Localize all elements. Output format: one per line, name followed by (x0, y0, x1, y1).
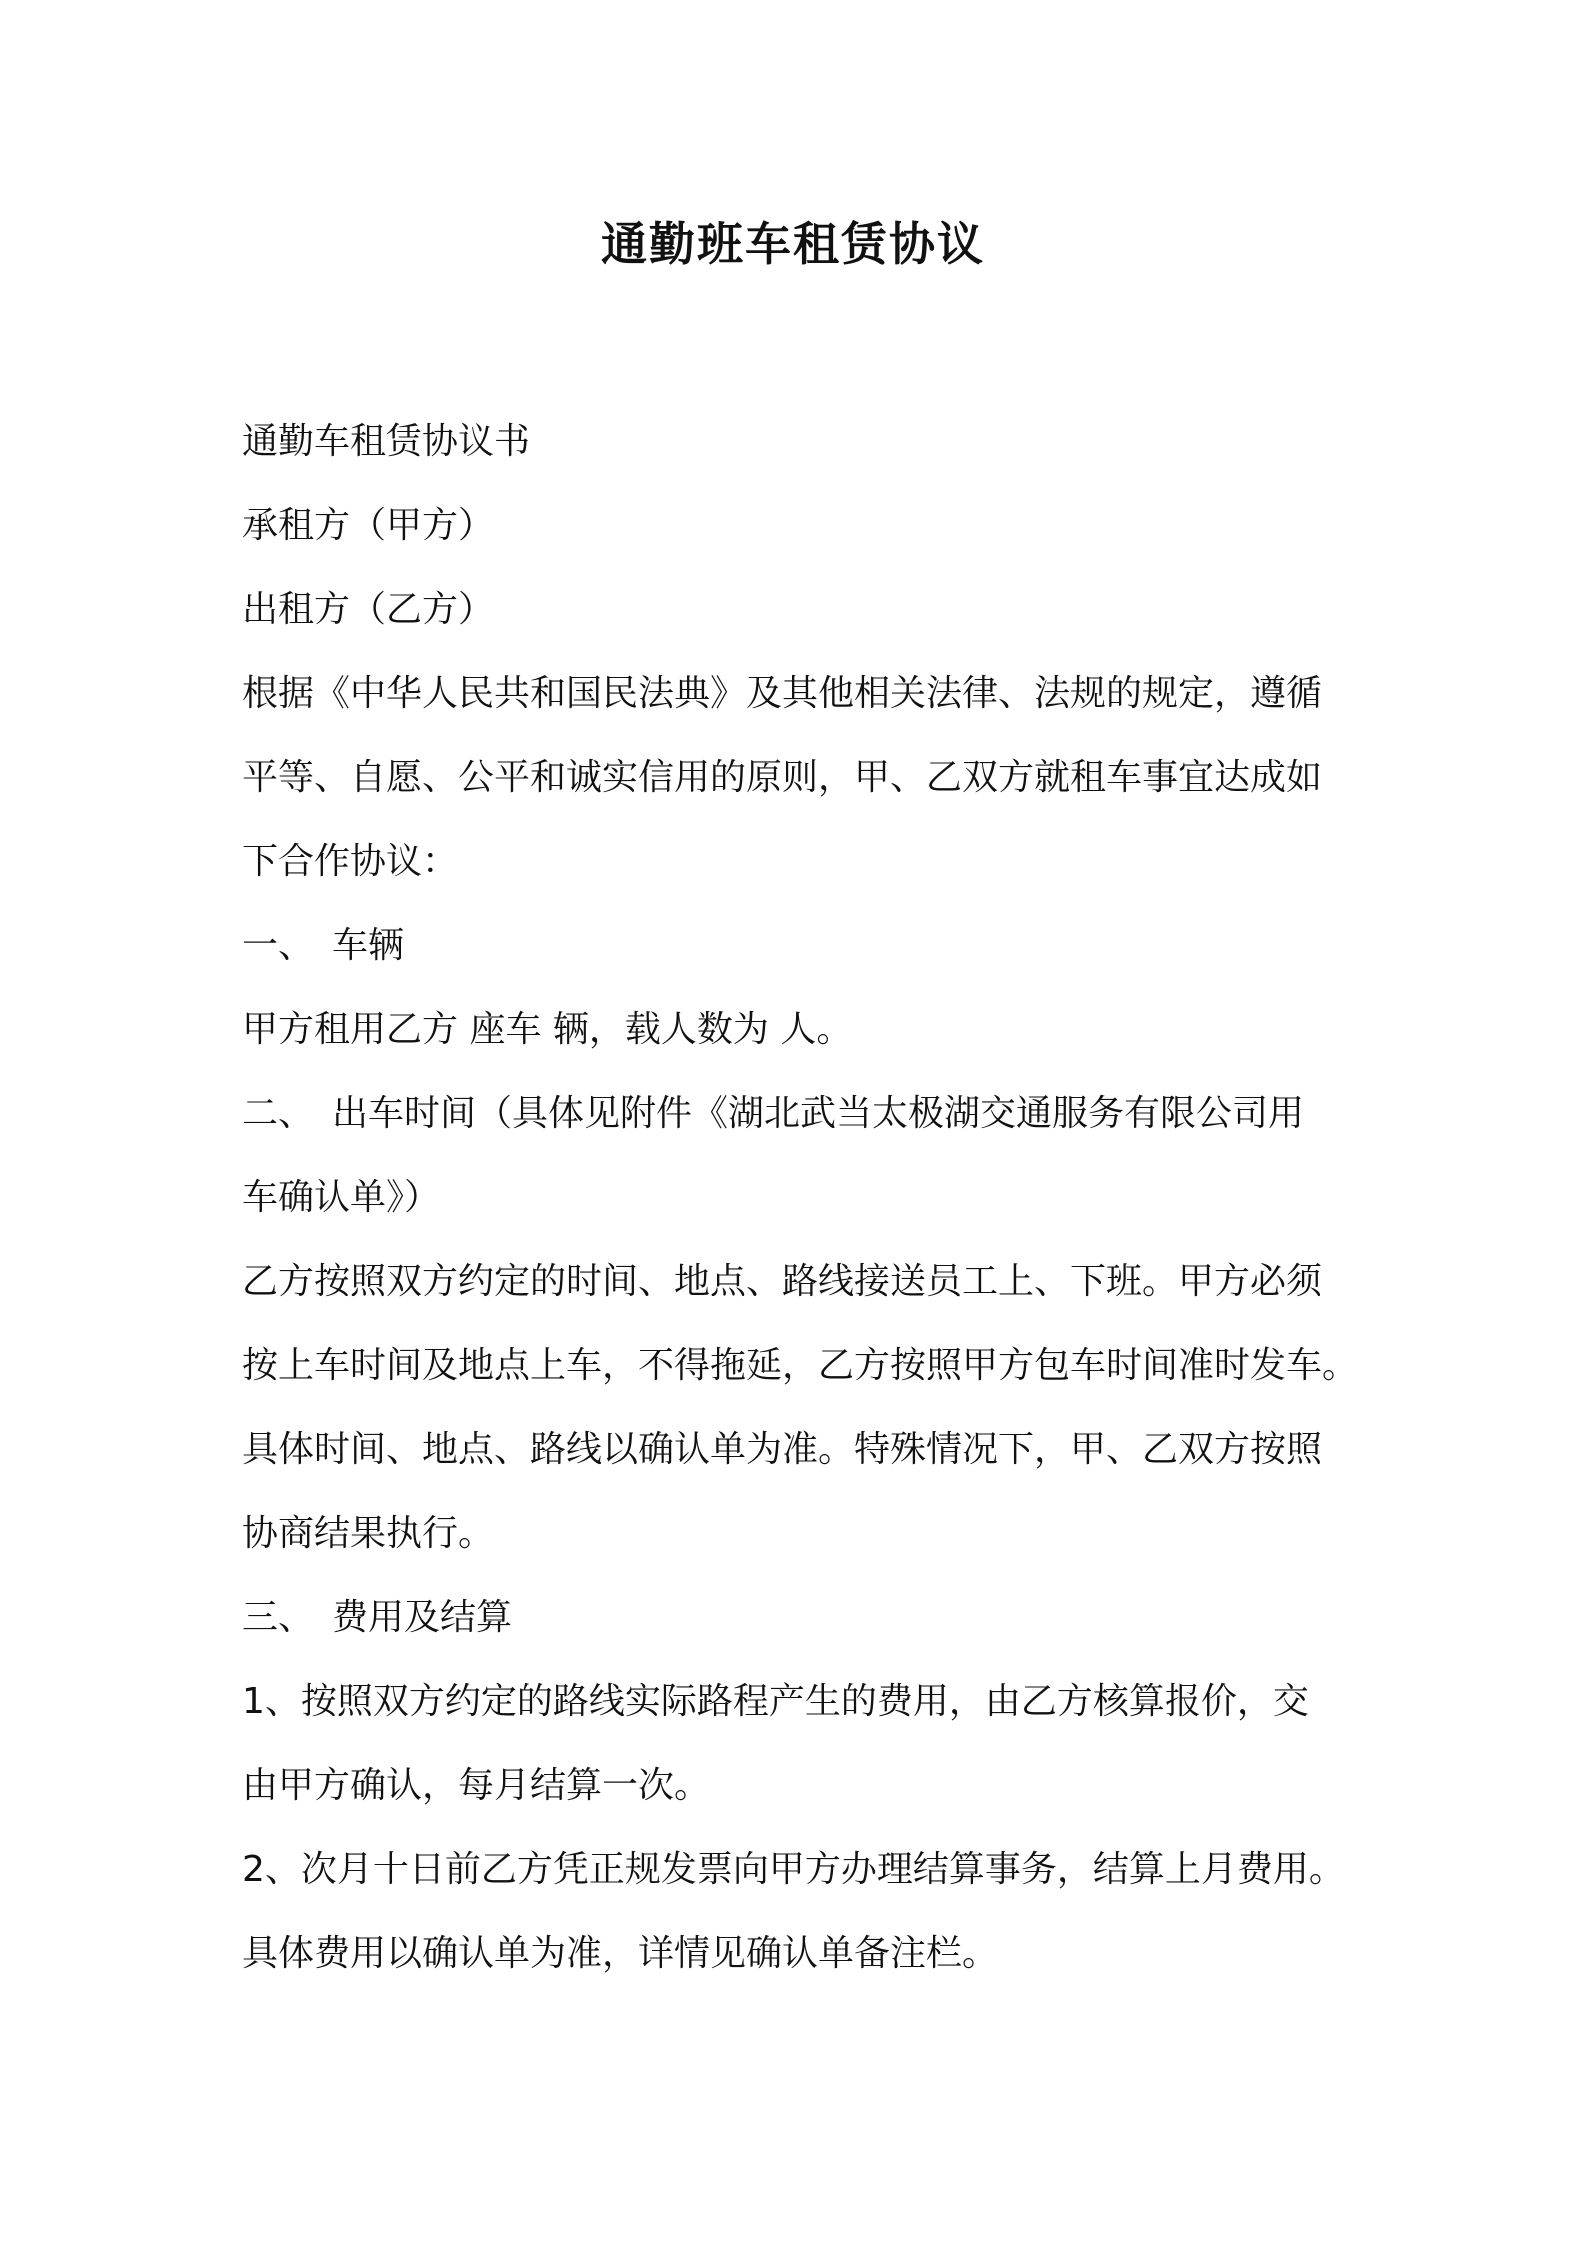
text-line: 承租方（甲方） (242, 505, 495, 546)
section-heading: 一、 车辆 (242, 925, 405, 966)
text-line: 具体费用以确认单为准，详情见确认单备注栏。 (242, 1933, 999, 1974)
section-heading: 二、 出车时间（具体见附件《湖北武当太极湖交通服务有限公司用 (242, 1093, 1305, 1134)
document-title: 通勤班车租赁协议 (601, 217, 985, 271)
document-body (242, 400, 1362, 1996)
text-line: 2、次月十日前乙方凭正规发票向甲方办理结算事务，结算上月费用。 (242, 1849, 1345, 1890)
text-line: 协商结果执行。 (242, 1513, 495, 1554)
text-line: 车确认单》） (242, 1177, 441, 1218)
section-heading: 三、 费用及结算 (242, 1597, 513, 1638)
text-line: 具体时间、地点、路线以确认单为准。特殊情况下，甲、乙双方按照 (242, 1429, 1323, 1470)
text-line: 1、按照双方约定的路线实际路程产生的费用，由乙方核算报价，交 (242, 1681, 1309, 1722)
text-line: 下合作协议： (242, 841, 459, 882)
text-line: 根据《中华人民共和国民法典》及其他相关法律、法规的规定，遵循 (242, 673, 1323, 714)
text-line: 平等、自愿、公平和诚实信用的原则，甲、乙双方就租车事宜达成如 (242, 757, 1323, 798)
text-line: 由甲方确认，每月结算一次。 (242, 1765, 711, 1806)
text-line: 按上车时间及地点上车，不得拖延，乙方按照甲方包车时间准时发车。 (242, 1345, 1359, 1386)
text-line: 出租方（乙方） (242, 589, 495, 630)
text-line: 甲方租用乙方 座车 辆，载人数为 人。 (242, 1009, 853, 1050)
text-line: 通勤车租赁协议书 (242, 421, 531, 462)
text-line: 乙方按照双方约定的时间、地点、路线接送员工上、下班。甲方必须 (242, 1261, 1323, 1302)
